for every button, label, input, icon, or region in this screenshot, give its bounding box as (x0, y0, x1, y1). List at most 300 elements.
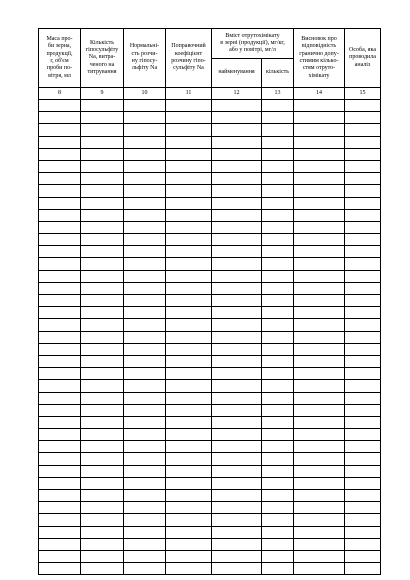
table-cell (212, 234, 262, 246)
table-cell (124, 416, 166, 428)
table-cell (166, 331, 212, 343)
table-cell (262, 234, 294, 246)
table-row (39, 538, 381, 550)
table-cell (81, 124, 124, 136)
table-cell (166, 538, 212, 550)
table-cell (345, 258, 381, 270)
table-cell (166, 368, 212, 380)
table-cell (294, 173, 345, 185)
table-cell (212, 295, 262, 307)
table-row (39, 282, 381, 294)
header-sample-mass: Маса про- би зерна, продукції, г, об'єм проби по- вітря, мл (39, 29, 81, 88)
table-cell (124, 295, 166, 307)
table-cell (166, 282, 212, 294)
table-cell (345, 404, 381, 416)
table-cell (81, 550, 124, 562)
table-cell (345, 355, 381, 367)
table-cell (345, 550, 381, 562)
table-cell (294, 234, 345, 246)
table-cell (345, 416, 381, 428)
table-cell (81, 477, 124, 489)
table-row (39, 550, 381, 562)
table-cell (262, 221, 294, 233)
table-cell (124, 429, 166, 441)
table-cell (294, 477, 345, 489)
table-cell (124, 124, 166, 136)
table-cell (166, 160, 212, 172)
table-cell (124, 502, 166, 514)
table-cell (39, 295, 81, 307)
table-cell (212, 465, 262, 477)
table-cell (124, 209, 166, 221)
column-number-row (39, 88, 381, 100)
table-cell (81, 197, 124, 209)
table-cell (81, 514, 124, 526)
table-cell (124, 197, 166, 209)
table-cell (345, 441, 381, 453)
table-cell (124, 550, 166, 562)
table-row (39, 368, 381, 380)
table-cell (212, 160, 262, 172)
table-cell (294, 209, 345, 221)
table-cell (262, 112, 294, 124)
table-cell (345, 148, 381, 160)
table-row (39, 185, 381, 197)
table-cell (124, 112, 166, 124)
table-cell (212, 112, 262, 124)
table-cell (39, 100, 81, 112)
table-cell (212, 197, 262, 209)
table-cell (81, 404, 124, 416)
table-cell (81, 136, 124, 148)
table-cell (124, 307, 166, 319)
table-cell (212, 526, 262, 538)
table-cell (345, 112, 381, 124)
table-cell (262, 441, 294, 453)
table-cell (345, 368, 381, 380)
table-cell (124, 441, 166, 453)
table-cell (39, 343, 81, 355)
column-number: 13 (262, 88, 294, 100)
table-cell (81, 160, 124, 172)
table-cell (81, 319, 124, 331)
header-correction-factor: Поправочний коефіцієнт розчину гіпо- сульфіту Na (166, 29, 212, 88)
table-cell (124, 173, 166, 185)
table-cell (262, 465, 294, 477)
table-cell (345, 465, 381, 477)
table-row (39, 148, 381, 160)
table-cell (345, 295, 381, 307)
column-number: 9 (81, 88, 124, 100)
table-cell (166, 563, 212, 575)
table-cell (345, 100, 381, 112)
table-cell (166, 514, 212, 526)
table-cell (166, 295, 212, 307)
table-cell (294, 490, 345, 502)
header-quantity: кількість (262, 59, 294, 88)
table-row (39, 258, 381, 270)
table-cell (124, 258, 166, 270)
table-cell (345, 429, 381, 441)
table-cell (294, 148, 345, 160)
table-cell (212, 343, 262, 355)
table-cell (262, 429, 294, 441)
table-cell (81, 307, 124, 319)
table-cell (345, 173, 381, 185)
table-cell (166, 477, 212, 489)
table-cell (294, 343, 345, 355)
table-cell (294, 404, 345, 416)
header-solution-normality: Нормальні- сть розчи- ну гіпосу- льфіту Na (124, 29, 166, 88)
table-cell (345, 514, 381, 526)
table-cell (166, 197, 212, 209)
table-cell (81, 221, 124, 233)
table-row (39, 355, 381, 367)
table-cell (81, 173, 124, 185)
table-cell (262, 392, 294, 404)
table-cell (166, 416, 212, 428)
table-cell (39, 331, 81, 343)
register-table (38, 28, 381, 575)
table-cell (212, 148, 262, 160)
table-cell (294, 563, 345, 575)
table-cell (81, 148, 124, 160)
table-cell (294, 307, 345, 319)
table-cell (262, 343, 294, 355)
table-cell (294, 295, 345, 307)
table-cell (262, 526, 294, 538)
table-cell (212, 270, 262, 282)
table-cell (345, 221, 381, 233)
table-row (39, 416, 381, 428)
table-cell (124, 136, 166, 148)
table-cell (39, 246, 81, 258)
table-cell (262, 148, 294, 160)
table-row (39, 502, 381, 514)
table-cell (294, 100, 345, 112)
table-cell (39, 502, 81, 514)
table-cell (166, 100, 212, 112)
table-cell (262, 270, 294, 282)
table-cell (81, 355, 124, 367)
table-cell (124, 355, 166, 367)
table-cell (294, 453, 345, 465)
table-cell (262, 416, 294, 428)
table-row (39, 197, 381, 209)
table-cell (166, 490, 212, 502)
table-cell (81, 343, 124, 355)
table-cell (345, 246, 381, 258)
table-cell (212, 221, 262, 233)
table-cell (262, 136, 294, 148)
table-cell (81, 100, 124, 112)
table-row (39, 295, 381, 307)
table-cell (39, 282, 81, 294)
table-cell (39, 368, 81, 380)
table-cell (124, 477, 166, 489)
table-cell (345, 197, 381, 209)
table-cell (124, 514, 166, 526)
table-cell (81, 331, 124, 343)
table-row (39, 136, 381, 148)
table-cell (294, 538, 345, 550)
table-cell (345, 331, 381, 343)
table-cell (294, 392, 345, 404)
table-cell (81, 368, 124, 380)
table-row (39, 465, 381, 477)
table-cell (262, 160, 294, 172)
table-cell (294, 429, 345, 441)
table-cell (262, 173, 294, 185)
table-row (39, 477, 381, 489)
table-cell (262, 319, 294, 331)
table-cell (262, 197, 294, 209)
table-cell (294, 355, 345, 367)
table-cell (345, 343, 381, 355)
table-cell (294, 465, 345, 477)
table-cell (124, 148, 166, 160)
header-hyposulfite-volume: Кількість гіпосульфіту Na, витра- ченого на титрування (81, 29, 124, 88)
table-cell (345, 380, 381, 392)
table-cell (212, 441, 262, 453)
table-cell (212, 355, 262, 367)
table-cell (39, 465, 81, 477)
table-cell (39, 490, 81, 502)
table-cell (124, 221, 166, 233)
table-cell (39, 441, 81, 453)
table-cell (212, 124, 262, 136)
table-cell (262, 550, 294, 562)
table-cell (262, 538, 294, 550)
column-number: 10 (124, 88, 166, 100)
column-number: 11 (166, 88, 212, 100)
table-cell (124, 368, 166, 380)
table-cell (212, 490, 262, 502)
table-cell (124, 331, 166, 343)
table-cell (262, 258, 294, 270)
table-cell (166, 343, 212, 355)
table-row (39, 234, 381, 246)
table-cell (262, 563, 294, 575)
table-cell (39, 416, 81, 428)
table-cell (212, 453, 262, 465)
table-cell (345, 209, 381, 221)
table-cell (262, 331, 294, 343)
table-cell (166, 307, 212, 319)
table-cell (262, 185, 294, 197)
table-row (39, 404, 381, 416)
table-row (39, 112, 381, 124)
table-cell (166, 453, 212, 465)
table-row (39, 160, 381, 172)
table-cell (262, 404, 294, 416)
table-cell (262, 100, 294, 112)
table-cell (39, 124, 81, 136)
table-cell (39, 160, 81, 172)
table-cell (262, 453, 294, 465)
table-cell (166, 112, 212, 124)
table-cell (81, 380, 124, 392)
table-row (39, 441, 381, 453)
table-cell (212, 404, 262, 416)
table-cell (81, 295, 124, 307)
header-row (39, 29, 381, 59)
table-cell (39, 477, 81, 489)
table-cell (81, 416, 124, 428)
table-cell (166, 258, 212, 270)
table-cell (124, 465, 166, 477)
table-row (39, 490, 381, 502)
table-cell (39, 136, 81, 148)
table-cell (81, 429, 124, 441)
column-number: 8 (39, 88, 81, 100)
table-row (39, 307, 381, 319)
table-cell (124, 234, 166, 246)
table-cell (124, 538, 166, 550)
table-cell (166, 441, 212, 453)
header-name: найменування (212, 59, 262, 88)
table-cell (212, 477, 262, 489)
table-cell (212, 502, 262, 514)
table-cell (262, 124, 294, 136)
table-cell (345, 526, 381, 538)
table-cell (39, 258, 81, 270)
table-cell (166, 429, 212, 441)
table-row (39, 173, 381, 185)
table-cell (166, 148, 212, 160)
table-cell (124, 270, 166, 282)
table-cell (262, 307, 294, 319)
table-cell (212, 136, 262, 148)
table-row (39, 331, 381, 343)
table-cell (39, 209, 81, 221)
table-cell (166, 234, 212, 246)
table-cell (39, 185, 81, 197)
table-cell (81, 441, 124, 453)
table-cell (81, 282, 124, 294)
table-cell (294, 319, 345, 331)
table-cell (294, 514, 345, 526)
table-cell (124, 490, 166, 502)
table-cell (124, 100, 166, 112)
table-row (39, 343, 381, 355)
table-cell (212, 209, 262, 221)
table-cell (294, 160, 345, 172)
table-cell (81, 490, 124, 502)
table-row (39, 270, 381, 282)
table-cell (81, 538, 124, 550)
table-cell (166, 124, 212, 136)
table-cell (39, 392, 81, 404)
table-cell (124, 319, 166, 331)
table-cell (166, 380, 212, 392)
table-cell (212, 392, 262, 404)
table-cell (124, 185, 166, 197)
table-cell (166, 209, 212, 221)
column-number: 14 (294, 88, 345, 100)
table-cell (166, 465, 212, 477)
table-cell (294, 331, 345, 343)
table-cell (39, 319, 81, 331)
table-row (39, 221, 381, 233)
table-cell (294, 416, 345, 428)
table-cell (345, 270, 381, 282)
table-cell (345, 136, 381, 148)
table-cell (212, 173, 262, 185)
table-cell (345, 234, 381, 246)
table-cell (294, 185, 345, 197)
table-cell (262, 355, 294, 367)
table-cell (166, 404, 212, 416)
table-cell (166, 136, 212, 148)
table-cell (81, 185, 124, 197)
table-cell (294, 502, 345, 514)
table-cell (39, 307, 81, 319)
table-cell (81, 502, 124, 514)
table-cell (39, 112, 81, 124)
table-row (39, 453, 381, 465)
table-cell (166, 526, 212, 538)
table-cell (212, 100, 262, 112)
column-number: 15 (345, 88, 381, 100)
table-cell (124, 282, 166, 294)
table-cell (212, 246, 262, 258)
table-cell (345, 502, 381, 514)
table-row (39, 319, 381, 331)
table-cell (81, 392, 124, 404)
table-cell (212, 563, 262, 575)
table-cell (166, 221, 212, 233)
table-cell (345, 477, 381, 489)
table-cell (39, 148, 81, 160)
table-cell (294, 282, 345, 294)
column-number: 12 (212, 88, 262, 100)
table-cell (166, 185, 212, 197)
table-cell (166, 270, 212, 282)
table-cell (212, 258, 262, 270)
table-cell (262, 514, 294, 526)
table-cell (345, 538, 381, 550)
table-row (39, 429, 381, 441)
table-cell (262, 295, 294, 307)
table-cell (294, 270, 345, 282)
table-cell (81, 526, 124, 538)
table-cell (345, 392, 381, 404)
table-cell (124, 563, 166, 575)
table-cell (212, 331, 262, 343)
table-cell (212, 550, 262, 562)
table-cell (345, 160, 381, 172)
table-cell (262, 246, 294, 258)
table-cell (345, 307, 381, 319)
table-cell (212, 307, 262, 319)
table-cell (124, 453, 166, 465)
table-cell (39, 270, 81, 282)
table-cell (39, 563, 81, 575)
table-cell (294, 221, 345, 233)
table-cell (212, 185, 262, 197)
table-cell (81, 258, 124, 270)
table-cell (81, 246, 124, 258)
table-cell (294, 124, 345, 136)
table-cell (39, 526, 81, 538)
table-cell (345, 282, 381, 294)
table-cell (262, 490, 294, 502)
table-cell (345, 490, 381, 502)
table-cell (81, 234, 124, 246)
table-cell (345, 124, 381, 136)
table-row (39, 100, 381, 112)
